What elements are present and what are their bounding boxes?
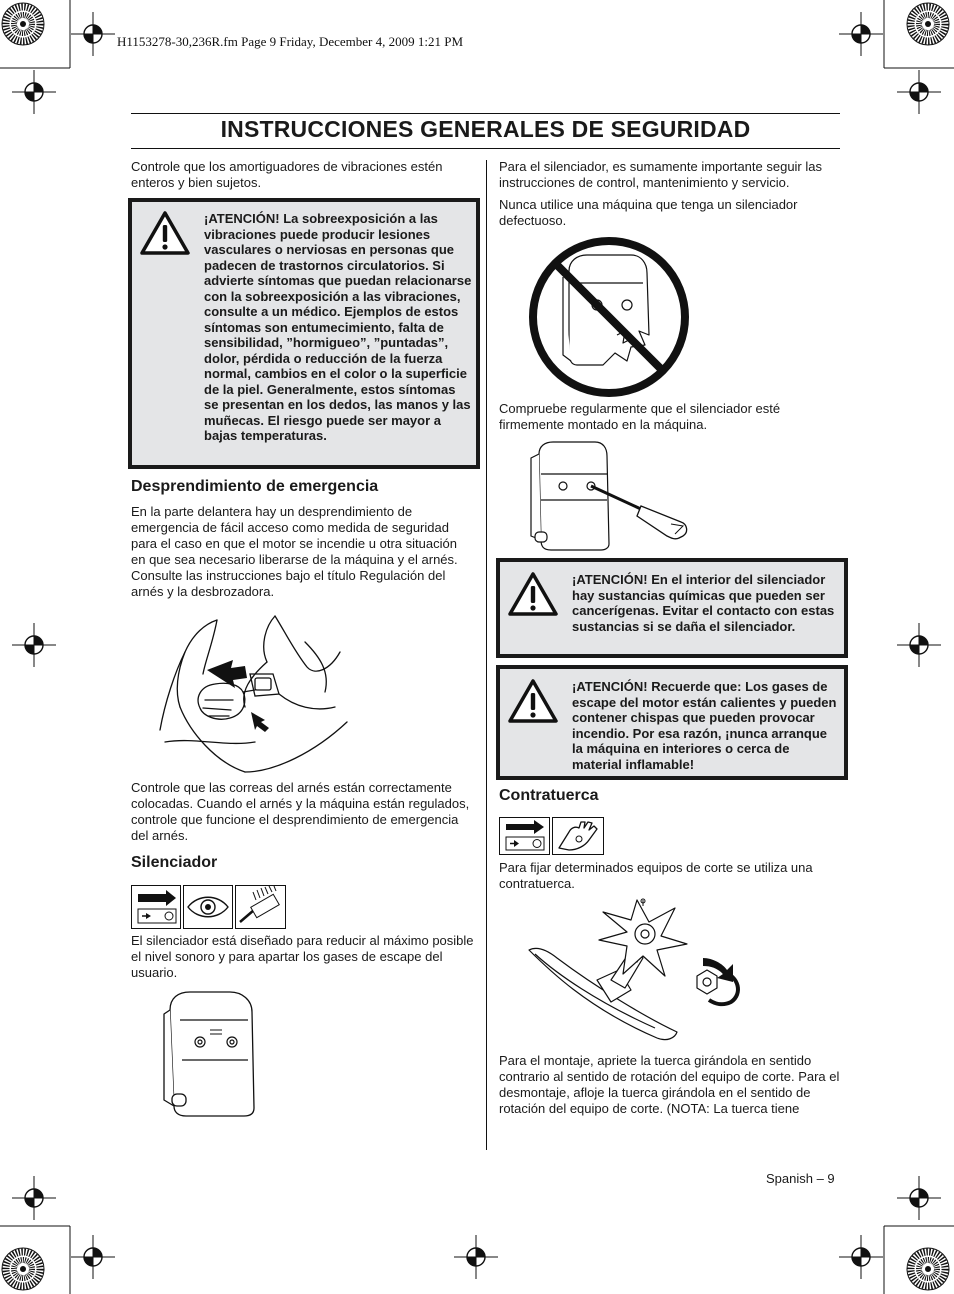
intro-text: Controle que los amortiguadores de vibraciones estén enteros y bien sujetos. xyxy=(131,159,443,190)
file-header: H1153278-30,236R.fm Page 9 Friday, December 4, 2009 1:21 PM xyxy=(117,34,464,49)
warning-text-chemicals: ¡ATENCIÓN! En el interior del silenciador hay sustancias químicas que pueden ser cancerígenas. Evitar el contacto con estas sustancias si se daña el silenciador. xyxy=(572,572,835,634)
muffler-description: El silenciador está diseñado para reducir al máximo posible el nivel sonoro y para apartar los gases de escape del usuario. xyxy=(131,933,474,980)
manual-reference-icon xyxy=(500,818,549,854)
warning-box-hot-gases xyxy=(496,665,848,780)
heading-emergency-release: Desprendimiento de emergencia xyxy=(131,478,379,495)
warning-triangle-icon xyxy=(508,572,558,616)
brush-icon-box xyxy=(235,885,286,929)
defective-muffler-prohibited-illustration xyxy=(527,235,691,399)
eye-icon-box xyxy=(183,885,233,929)
manual-reference-icon xyxy=(132,886,180,928)
muffler-illustration xyxy=(160,990,260,1118)
cleaning-brush-icon xyxy=(236,886,285,928)
emergency-release-text: En la parte delantera hay un desprendimiento de emergencia de fácil acceso como medida de seguridad para el caso en que el motor se incendie u otra situación en que sea necesario liberarse de la máquina y el arnés. Consulte las instrucciones bajo el título Regulación del arnés y la desbrozadora. xyxy=(131,504,458,599)
warning-text-vibration: ¡ATENCIÓN! La sobreexposición a las vibraciones puede producir lesiones vasculares o nerviosas en personas que padecen de trastornos circulatorios. Si advierte síntomas que puedan relacionarse con la sobreexposición a las vibraciones, consulte a un médico. Ejemplos de estos síntomas son entumecimiento, falta de sensibilidad, ”hormigueo”, ”puntadas”, dolor, pérdida o reducción de la fuerza normal, cambios en el color o la superficie de la piel. Generalmente, estos síntomas se presentan en los dedos, las manos y las muñecas. El riesgo puede ser mayor a bajas temperaturas. xyxy=(204,211,472,443)
protective-glove-icon xyxy=(553,818,603,854)
check-mounting-text: Compruebe regularmente que el silenciador esté firmemente montado en la máquina. xyxy=(499,401,781,432)
harness-release-illustration xyxy=(155,612,350,775)
page-footer: Spanish – 9 xyxy=(766,1171,835,1186)
warning-triangle-icon xyxy=(140,211,190,255)
harness-check-text: Controle que las correas del arnés están correctamente colocadas. Cuando el arnés y la máquina están regulados, controle que funcione el desprendimiento de emergencia del arnés. xyxy=(131,780,470,843)
muffler-important-text: Para el silenciador, es sumamente importante seguir las instrucciones de control, mantenimiento y servicio. xyxy=(499,159,822,190)
never-use-text: Nunca utilice una máquina que tenga un silenciador defectuoso. xyxy=(499,197,798,228)
warning-triangle-icon xyxy=(508,679,558,723)
inspection-eye-icon xyxy=(184,886,232,928)
title-rule-top xyxy=(131,113,840,114)
manual-icon-box xyxy=(499,817,550,855)
warning-text-hot-gases: ¡ATENCIÓN! Recuerde que: Los gases de escape del motor están calientes y pueden contener chispas que pueden provocar incendio. Por esa razón, ¡nunca arranque la máquina en interiores o cerca de material inflamable! xyxy=(572,679,837,772)
column-divider xyxy=(486,160,487,1150)
cutting-head-locknut-illustration xyxy=(527,898,747,1046)
locknut-text: Para fijar determinados equipos de corte se utiliza una contratuerca. xyxy=(499,860,813,891)
mounting-text: Para el montaje, apriete la tuerca girándola en sentido contrario al sentido de rotación del equipo de corte. Para el desmontaje, afloje la tuerca girándola en el sentido de rotación del equipo de corte. (NOTA: La tuerca tiene xyxy=(499,1053,840,1116)
heading-muffler: Silenciador xyxy=(131,854,218,871)
warning-box-vibration xyxy=(128,198,480,469)
muffler-screwdriver-illustration xyxy=(525,440,693,552)
heading-locknut: Contratuerca xyxy=(499,787,599,804)
warning-box-chemicals xyxy=(496,558,848,658)
manual-icon-box xyxy=(131,885,181,929)
page-title: INSTRUCCIONES GENERALES DE SEGURIDAD xyxy=(220,116,751,142)
glove-icon-box xyxy=(552,817,604,855)
title-rule-bottom xyxy=(131,148,840,149)
